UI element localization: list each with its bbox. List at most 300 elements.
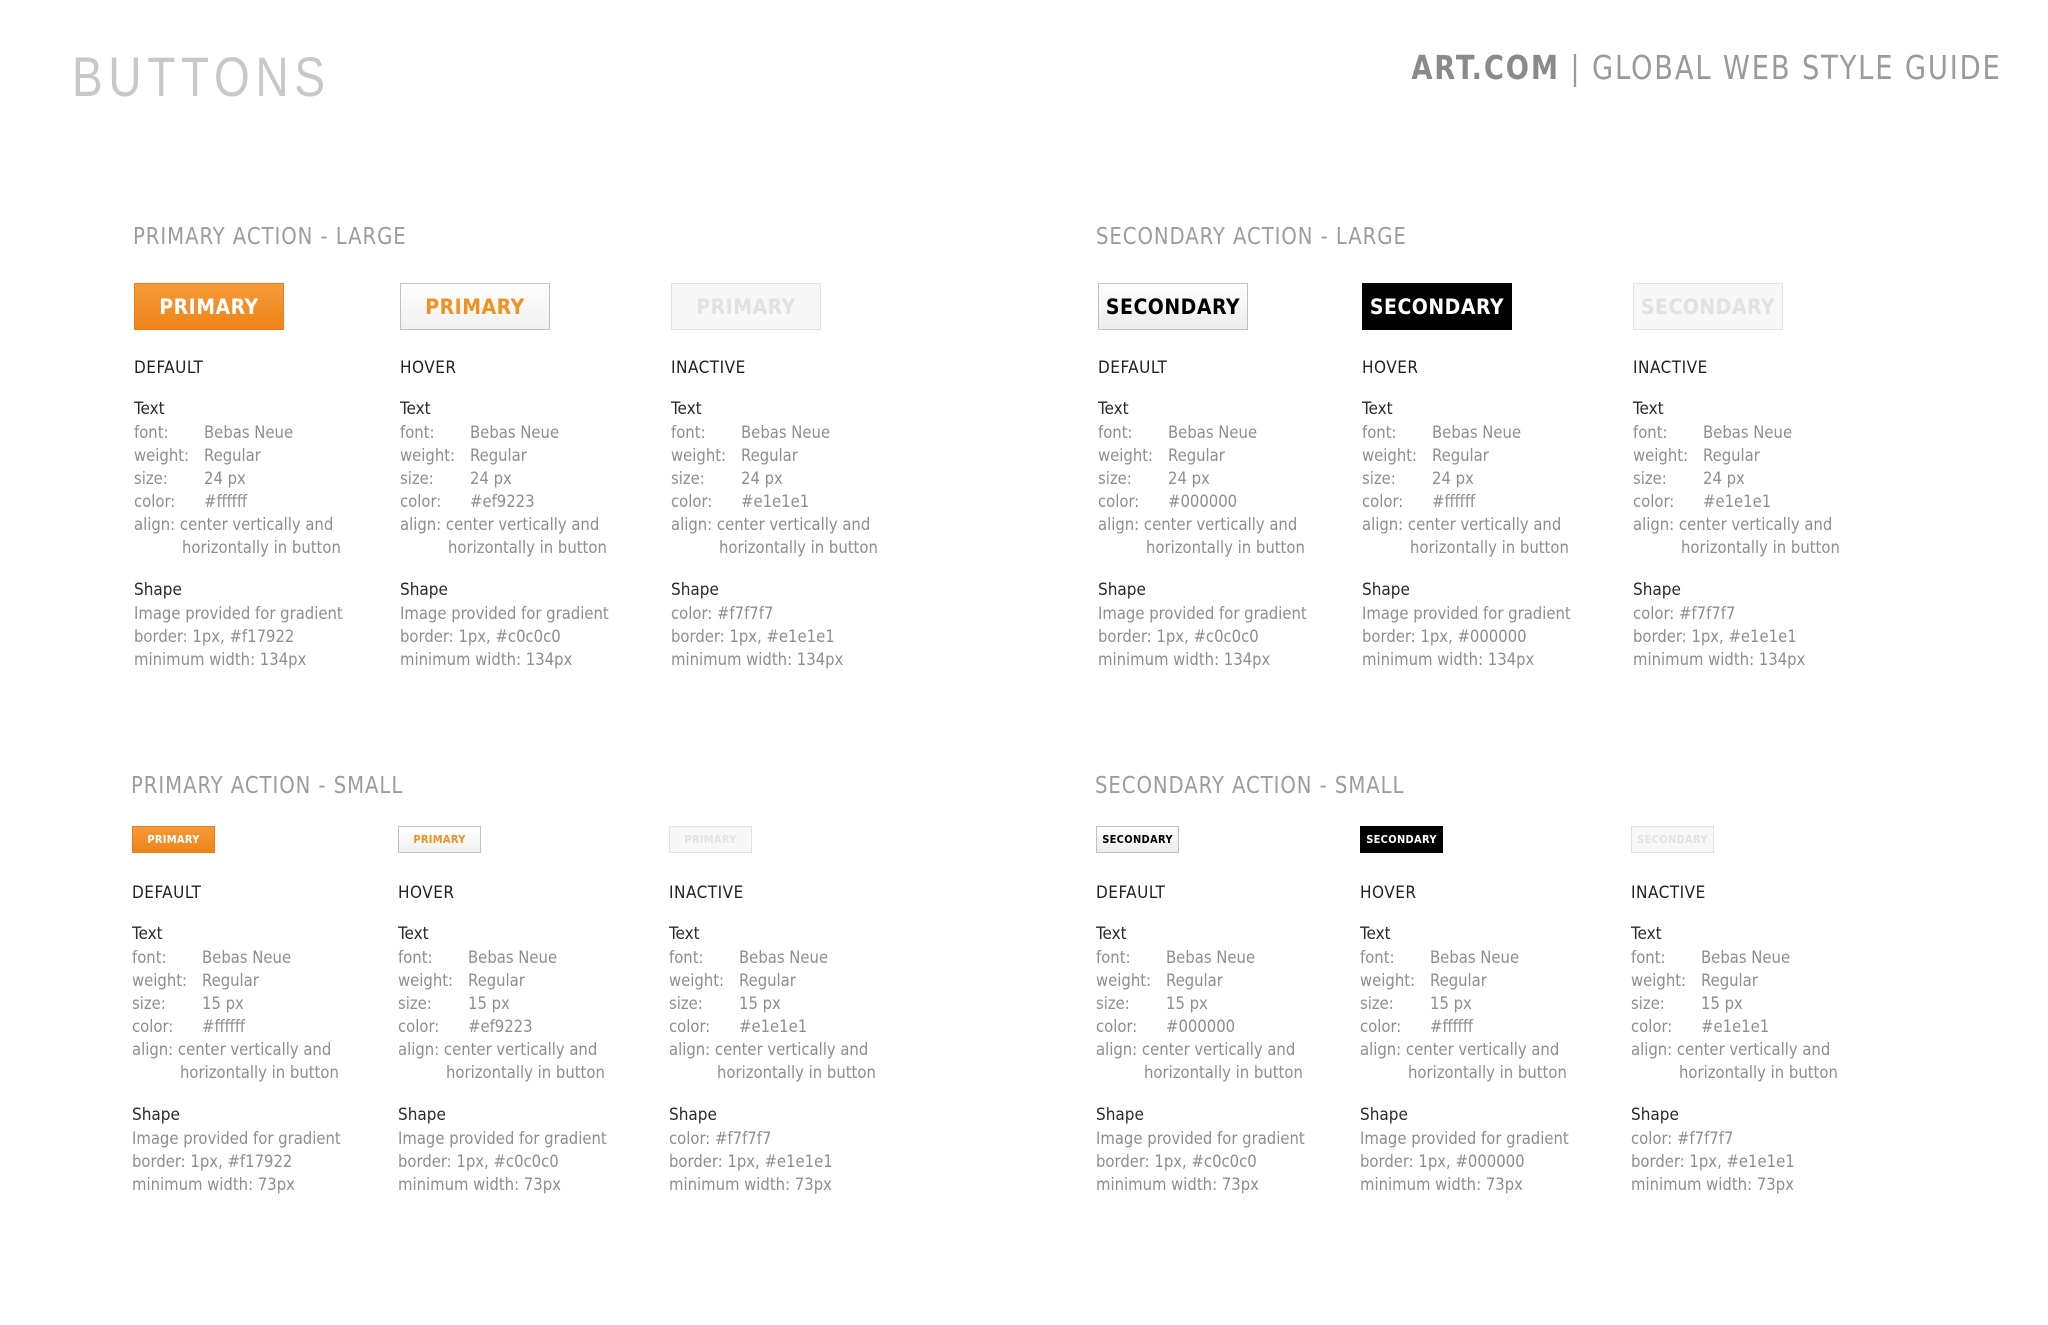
text-spec bbox=[671, 398, 931, 559]
spec-primary-large-hover bbox=[400, 283, 660, 671]
shape-line: minimum width: 134px bbox=[400, 650, 573, 669]
font-row bbox=[1360, 946, 1620, 969]
shape-line: Image provided for gradient bbox=[1096, 1129, 1305, 1148]
weight-key: weight: bbox=[1362, 446, 1418, 465]
align-row bbox=[134, 513, 394, 536]
color-key: color: bbox=[1362, 492, 1404, 511]
color-value: #000000 bbox=[1166, 1017, 1236, 1036]
weight-value: Regular bbox=[1430, 971, 1487, 990]
align-key: align: bbox=[1631, 1040, 1673, 1059]
color-key: color: bbox=[134, 492, 176, 511]
shape-spec bbox=[400, 579, 660, 671]
size-row bbox=[669, 992, 929, 1015]
shape-spec bbox=[132, 1104, 392, 1196]
shape-line: minimum width: 73px bbox=[132, 1175, 295, 1194]
weight-value: Regular bbox=[1168, 446, 1225, 465]
shape-spec bbox=[398, 1104, 658, 1196]
color-value: #ffffff bbox=[1430, 1017, 1474, 1036]
color-key: color: bbox=[1633, 492, 1675, 511]
font-row bbox=[400, 421, 660, 444]
shape-spec-heading: Shape bbox=[398, 1105, 446, 1125]
size-value: 15 px bbox=[1701, 994, 1743, 1013]
shape-spec bbox=[134, 579, 394, 671]
weight-row bbox=[134, 444, 394, 467]
color-row bbox=[671, 490, 931, 513]
align-value-continued: horizontally in button bbox=[1681, 538, 1840, 557]
weight-key: weight: bbox=[1096, 971, 1152, 990]
spec-primary-large-inactive bbox=[671, 283, 931, 671]
shape-line: border: 1px, #e1e1e1 bbox=[669, 1152, 833, 1171]
color-key: color: bbox=[1096, 1017, 1138, 1036]
shape-spec-heading: Shape bbox=[669, 1105, 717, 1125]
spec-secondary-small-hover bbox=[1360, 826, 1620, 1196]
weight-row bbox=[1360, 969, 1620, 992]
size-row bbox=[1096, 992, 1356, 1015]
spec-primary-small-inactive bbox=[669, 826, 929, 1196]
weight-key: weight: bbox=[398, 971, 454, 990]
shape-spec bbox=[1362, 579, 1622, 671]
primary-large-inactive-button: PRIMARY bbox=[671, 283, 821, 330]
size-key: size: bbox=[132, 994, 166, 1013]
shape-line: Image provided for gradient bbox=[134, 604, 343, 623]
weight-key: weight: bbox=[1360, 971, 1416, 990]
align-key: align: bbox=[1096, 1040, 1138, 1059]
font-key: font: bbox=[1362, 423, 1397, 442]
size-value: 15 px bbox=[1430, 994, 1472, 1013]
weight-value: Regular bbox=[1166, 971, 1223, 990]
align-value: center vertically and bbox=[1678, 515, 1833, 534]
spec-secondary-large-default bbox=[1098, 283, 1358, 671]
weight-value: Regular bbox=[202, 971, 259, 990]
shape-line: border: 1px, #c0c0c0 bbox=[398, 1152, 559, 1171]
weight-row bbox=[398, 969, 658, 992]
text-spec bbox=[1096, 923, 1356, 1084]
align-key: align: bbox=[671, 515, 713, 534]
text-spec bbox=[132, 923, 392, 1084]
shape-spec-heading: Shape bbox=[671, 580, 719, 600]
weight-value: Regular bbox=[1432, 446, 1489, 465]
font-key: font: bbox=[1098, 423, 1133, 442]
align-value: center vertically and bbox=[716, 515, 871, 534]
color-key: color: bbox=[671, 492, 713, 511]
weight-key: weight: bbox=[132, 971, 188, 990]
shape-spec-heading: Shape bbox=[132, 1105, 180, 1125]
color-key: color: bbox=[669, 1017, 711, 1036]
text-spec-heading: Text bbox=[1096, 924, 1127, 944]
color-key: color: bbox=[398, 1017, 440, 1036]
primary-small-hover-button[interactable]: PRIMARY bbox=[398, 826, 481, 853]
weight-key: weight: bbox=[1631, 971, 1687, 990]
font-row bbox=[1633, 421, 1893, 444]
align-row bbox=[400, 513, 660, 536]
color-row bbox=[398, 1015, 658, 1038]
font-key: font: bbox=[400, 423, 435, 442]
font-value: Bebas Neue bbox=[739, 948, 829, 967]
weight-key: weight: bbox=[400, 446, 456, 465]
color-key: color: bbox=[1360, 1017, 1402, 1036]
text-spec-heading: Text bbox=[1631, 924, 1662, 944]
font-key: font: bbox=[398, 948, 433, 967]
color-key: color: bbox=[400, 492, 442, 511]
color-row bbox=[1096, 1015, 1356, 1038]
shape-spec bbox=[671, 579, 931, 671]
shape-spec bbox=[669, 1104, 929, 1196]
shape-line: minimum width: 73px bbox=[1631, 1175, 1794, 1194]
shape-line: minimum width: 73px bbox=[669, 1175, 832, 1194]
shape-line: minimum width: 134px bbox=[1362, 650, 1535, 669]
size-value: 24 px bbox=[1168, 469, 1210, 488]
size-key: size: bbox=[671, 469, 705, 488]
weight-row bbox=[671, 444, 931, 467]
align-row bbox=[669, 1038, 929, 1061]
spec-primary-small-hover bbox=[398, 826, 658, 1196]
shape-line: minimum width: 134px bbox=[1098, 650, 1271, 669]
color-value: #000000 bbox=[1168, 492, 1238, 511]
weight-value: Regular bbox=[1703, 446, 1760, 465]
secondary-large-hover-button[interactable]: SECONDARY bbox=[1362, 283, 1512, 330]
size-row bbox=[400, 467, 660, 490]
font-value: Bebas Neue bbox=[1701, 948, 1791, 967]
align-value-continued: horizontally in button bbox=[448, 538, 607, 557]
secondary-small-default-button[interactable]: SECONDARY bbox=[1096, 826, 1179, 853]
align-row bbox=[671, 513, 931, 536]
text-spec-heading: Text bbox=[1633, 399, 1664, 419]
text-spec bbox=[1633, 398, 1893, 559]
spec-secondary-large-hover bbox=[1362, 283, 1622, 671]
shape-spec-heading: Shape bbox=[1360, 1105, 1408, 1125]
secondary-small-inactive-button: SECONDARY bbox=[1631, 826, 1714, 853]
text-spec-heading: Text bbox=[671, 399, 702, 419]
align-value-continued: horizontally in button bbox=[446, 1063, 605, 1082]
font-value: Bebas Neue bbox=[468, 948, 558, 967]
font-key: font: bbox=[1631, 948, 1666, 967]
size-value: 15 px bbox=[1166, 994, 1208, 1013]
text-spec bbox=[400, 398, 660, 559]
shape-line: Image provided for gradient bbox=[132, 1129, 341, 1148]
size-value: 24 px bbox=[1432, 469, 1474, 488]
weight-row bbox=[1098, 444, 1358, 467]
color-row bbox=[132, 1015, 392, 1038]
align-row bbox=[1098, 513, 1358, 536]
size-key: size: bbox=[1362, 469, 1396, 488]
text-spec-heading: Text bbox=[1098, 399, 1129, 419]
font-row bbox=[1096, 946, 1356, 969]
font-key: font: bbox=[1096, 948, 1131, 967]
align-key: align: bbox=[400, 515, 442, 534]
state-label: INACTIVE bbox=[671, 358, 746, 378]
align-value-continued: horizontally in button bbox=[1408, 1063, 1567, 1082]
shape-line: Image provided for gradient bbox=[400, 604, 609, 623]
shape-spec-heading: Shape bbox=[1633, 580, 1681, 600]
text-spec-heading: Text bbox=[1360, 924, 1391, 944]
align-value: center vertically and bbox=[177, 1040, 332, 1059]
shape-line: border: 1px, #f17922 bbox=[134, 627, 295, 646]
size-key: size: bbox=[400, 469, 434, 488]
size-row bbox=[1360, 992, 1620, 1015]
brand-name: ART.COM bbox=[1411, 48, 1561, 87]
font-value: Bebas Neue bbox=[741, 423, 831, 442]
shape-line: color: #f7f7f7 bbox=[669, 1129, 772, 1148]
shape-line: border: 1px, #000000 bbox=[1362, 627, 1527, 646]
align-row bbox=[1633, 513, 1893, 536]
align-value: center vertically and bbox=[714, 1040, 869, 1059]
shape-line: border: 1px, #f17922 bbox=[132, 1152, 293, 1171]
font-key: font: bbox=[669, 948, 704, 967]
align-value-continued: horizontally in button bbox=[180, 1063, 339, 1082]
state-label: HOVER bbox=[1360, 883, 1417, 903]
shape-line: minimum width: 73px bbox=[1096, 1175, 1259, 1194]
font-row bbox=[1098, 421, 1358, 444]
spec-secondary-large-inactive bbox=[1633, 283, 1893, 671]
font-value: Bebas Neue bbox=[1430, 948, 1520, 967]
align-key: align: bbox=[669, 1040, 711, 1059]
size-key: size: bbox=[1096, 994, 1130, 1013]
align-value: center vertically and bbox=[179, 515, 334, 534]
align-row bbox=[1631, 1038, 1891, 1061]
font-value: Bebas Neue bbox=[470, 423, 560, 442]
shape-spec bbox=[1631, 1104, 1891, 1196]
secondary-small-hover-button[interactable]: SECONDARY bbox=[1360, 826, 1443, 853]
shape-line: color: #f7f7f7 bbox=[1631, 1129, 1734, 1148]
weight-row bbox=[132, 969, 392, 992]
text-spec-heading: Text bbox=[1362, 399, 1393, 419]
align-value-continued: horizontally in button bbox=[1679, 1063, 1838, 1082]
guide-header bbox=[1412, 48, 2002, 87]
align-key: align: bbox=[1633, 515, 1675, 534]
align-value-continued: horizontally in button bbox=[719, 538, 878, 557]
color-row bbox=[1360, 1015, 1620, 1038]
align-value: center vertically and bbox=[1141, 1040, 1296, 1059]
page-title: BUTTONS bbox=[72, 45, 331, 108]
shape-line: border: 1px, #c0c0c0 bbox=[1098, 627, 1259, 646]
align-value-continued: horizontally in button bbox=[1144, 1063, 1303, 1082]
shape-spec-heading: Shape bbox=[1098, 580, 1146, 600]
size-value: 15 px bbox=[739, 994, 781, 1013]
section-title-primary-small: PRIMARY ACTION - SMALL bbox=[131, 773, 404, 799]
align-value-continued: horizontally in button bbox=[1146, 538, 1305, 557]
font-row bbox=[1362, 421, 1622, 444]
state-label: INACTIVE bbox=[669, 883, 744, 903]
weight-key: weight: bbox=[671, 446, 727, 465]
align-key: align: bbox=[398, 1040, 440, 1059]
weight-value: Regular bbox=[468, 971, 525, 990]
color-value: #ef9223 bbox=[470, 492, 535, 511]
shape-spec-heading: Shape bbox=[1362, 580, 1410, 600]
size-value: 24 px bbox=[470, 469, 512, 488]
shape-line: minimum width: 134px bbox=[134, 650, 307, 669]
size-key: size: bbox=[134, 469, 168, 488]
color-value: #e1e1e1 bbox=[1703, 492, 1772, 511]
font-key: font: bbox=[132, 948, 167, 967]
color-row bbox=[134, 490, 394, 513]
weight-row bbox=[1096, 969, 1356, 992]
weight-value: Regular bbox=[741, 446, 798, 465]
state-label: DEFAULT bbox=[1098, 358, 1168, 378]
weight-row bbox=[1631, 969, 1891, 992]
text-spec-heading: Text bbox=[400, 399, 431, 419]
font-value: Bebas Neue bbox=[202, 948, 292, 967]
state-label: HOVER bbox=[400, 358, 457, 378]
weight-row bbox=[1362, 444, 1622, 467]
shape-line: Image provided for gradient bbox=[1362, 604, 1571, 623]
color-row bbox=[1631, 1015, 1891, 1038]
size-value: 24 px bbox=[1703, 469, 1745, 488]
font-key: font: bbox=[1633, 423, 1668, 442]
text-spec bbox=[1360, 923, 1620, 1084]
color-row bbox=[1098, 490, 1358, 513]
size-key: size: bbox=[1631, 994, 1665, 1013]
color-key: color: bbox=[1631, 1017, 1673, 1036]
shape-spec-heading: Shape bbox=[1096, 1105, 1144, 1125]
weight-key: weight: bbox=[134, 446, 190, 465]
shape-spec bbox=[1360, 1104, 1620, 1196]
text-spec-heading: Text bbox=[132, 924, 163, 944]
state-label: HOVER bbox=[398, 883, 455, 903]
shape-line: Image provided for gradient bbox=[398, 1129, 607, 1148]
text-spec bbox=[1362, 398, 1622, 559]
size-key: size: bbox=[1098, 469, 1132, 488]
align-row bbox=[1360, 1038, 1620, 1061]
color-row bbox=[1362, 490, 1622, 513]
text-spec bbox=[1631, 923, 1891, 1084]
align-row bbox=[132, 1038, 392, 1061]
secondary-large-default-button[interactable]: SECONDARY bbox=[1098, 283, 1248, 330]
shape-line: minimum width: 134px bbox=[671, 650, 844, 669]
text-spec bbox=[669, 923, 929, 1084]
font-row bbox=[132, 946, 392, 969]
size-value: 24 px bbox=[741, 469, 783, 488]
font-row bbox=[398, 946, 658, 969]
font-value: Bebas Neue bbox=[1703, 423, 1793, 442]
shape-spec-heading: Shape bbox=[1631, 1105, 1679, 1125]
color-value: #ffffff bbox=[1432, 492, 1476, 511]
weight-key: weight: bbox=[1633, 446, 1689, 465]
color-value: #e1e1e1 bbox=[739, 1017, 808, 1036]
weight-value: Regular bbox=[1701, 971, 1758, 990]
size-value: 15 px bbox=[468, 994, 510, 1013]
font-row bbox=[671, 421, 931, 444]
primary-large-default-button[interactable]: PRIMARY bbox=[134, 283, 284, 330]
header-separator: | bbox=[1570, 48, 1582, 87]
align-value-continued: horizontally in button bbox=[182, 538, 341, 557]
align-key: align: bbox=[1360, 1040, 1402, 1059]
state-label: INACTIVE bbox=[1631, 883, 1706, 903]
shape-line: minimum width: 73px bbox=[398, 1175, 561, 1194]
spec-primary-small-default bbox=[132, 826, 392, 1196]
shape-line: border: 1px, #e1e1e1 bbox=[1633, 627, 1797, 646]
color-key: color: bbox=[1098, 492, 1140, 511]
align-row bbox=[1362, 513, 1622, 536]
align-value: center vertically and bbox=[1407, 515, 1562, 534]
size-row bbox=[1098, 467, 1358, 490]
shape-line: border: 1px, #c0c0c0 bbox=[1096, 1152, 1257, 1171]
align-value: center vertically and bbox=[1405, 1040, 1560, 1059]
color-row bbox=[400, 490, 660, 513]
font-key: font: bbox=[1360, 948, 1395, 967]
font-value: Bebas Neue bbox=[1166, 948, 1256, 967]
text-spec-heading: Text bbox=[134, 399, 165, 419]
size-row bbox=[134, 467, 394, 490]
align-value: center vertically and bbox=[445, 515, 600, 534]
shape-spec bbox=[1098, 579, 1358, 671]
shape-line: border: 1px, #e1e1e1 bbox=[671, 627, 835, 646]
size-key: size: bbox=[1633, 469, 1667, 488]
size-row bbox=[1362, 467, 1622, 490]
weight-row bbox=[1633, 444, 1893, 467]
weight-key: weight: bbox=[669, 971, 725, 990]
color-value: #ef9223 bbox=[468, 1017, 533, 1036]
size-row bbox=[398, 992, 658, 1015]
section-title-secondary-small: SECONDARY ACTION - SMALL bbox=[1095, 773, 1405, 799]
shape-line: color: #f7f7f7 bbox=[1633, 604, 1736, 623]
text-spec-heading: Text bbox=[398, 924, 429, 944]
shape-line: minimum width: 134px bbox=[1633, 650, 1806, 669]
align-value: center vertically and bbox=[443, 1040, 598, 1059]
size-row bbox=[1633, 467, 1893, 490]
text-spec-heading: Text bbox=[669, 924, 700, 944]
secondary-large-inactive-button: SECONDARY bbox=[1633, 283, 1783, 330]
size-value: 15 px bbox=[202, 994, 244, 1013]
weight-row bbox=[669, 969, 929, 992]
shape-spec bbox=[1096, 1104, 1356, 1196]
color-key: color: bbox=[132, 1017, 174, 1036]
color-value: #ffffff bbox=[202, 1017, 246, 1036]
shape-spec bbox=[1633, 579, 1893, 671]
spec-primary-large-default bbox=[134, 283, 394, 671]
align-row bbox=[1096, 1038, 1356, 1061]
text-spec bbox=[398, 923, 658, 1084]
shape-line: border: 1px, #000000 bbox=[1360, 1152, 1525, 1171]
text-spec bbox=[1098, 398, 1358, 559]
font-value: Bebas Neue bbox=[1432, 423, 1522, 442]
font-row bbox=[134, 421, 394, 444]
shape-line: color: #f7f7f7 bbox=[671, 604, 774, 623]
spec-secondary-small-default bbox=[1096, 826, 1356, 1196]
state-label: DEFAULT bbox=[1096, 883, 1166, 903]
color-row bbox=[669, 1015, 929, 1038]
size-key: size: bbox=[1360, 994, 1394, 1013]
size-row bbox=[132, 992, 392, 1015]
state-label: DEFAULT bbox=[132, 883, 202, 903]
weight-value: Regular bbox=[470, 446, 527, 465]
primary-large-hover-button[interactable]: PRIMARY bbox=[400, 283, 550, 330]
align-row bbox=[398, 1038, 658, 1061]
shape-line: Image provided for gradient bbox=[1098, 604, 1307, 623]
weight-row bbox=[400, 444, 660, 467]
shape-spec-heading: Shape bbox=[134, 580, 182, 600]
color-row bbox=[1633, 490, 1893, 513]
align-value: center vertically and bbox=[1676, 1040, 1831, 1059]
state-label: DEFAULT bbox=[134, 358, 204, 378]
font-key: font: bbox=[134, 423, 169, 442]
section-title-secondary-large: SECONDARY ACTION - LARGE bbox=[1096, 224, 1407, 250]
state-label: HOVER bbox=[1362, 358, 1419, 378]
state-label: INACTIVE bbox=[1633, 358, 1708, 378]
color-value: #ffffff bbox=[204, 492, 248, 511]
shape-line: minimum width: 73px bbox=[1360, 1175, 1523, 1194]
size-row bbox=[1631, 992, 1891, 1015]
align-value-continued: horizontally in button bbox=[1410, 538, 1569, 557]
section-title-primary-large: PRIMARY ACTION - LARGE bbox=[133, 224, 407, 250]
shape-spec-heading: Shape bbox=[400, 580, 448, 600]
font-key: font: bbox=[671, 423, 706, 442]
weight-key: weight: bbox=[1098, 446, 1154, 465]
primary-small-inactive-button: PRIMARY bbox=[669, 826, 752, 853]
primary-small-default-button[interactable]: PRIMARY bbox=[132, 826, 215, 853]
size-row bbox=[671, 467, 931, 490]
shape-line: border: 1px, #c0c0c0 bbox=[400, 627, 561, 646]
size-value: 24 px bbox=[204, 469, 246, 488]
